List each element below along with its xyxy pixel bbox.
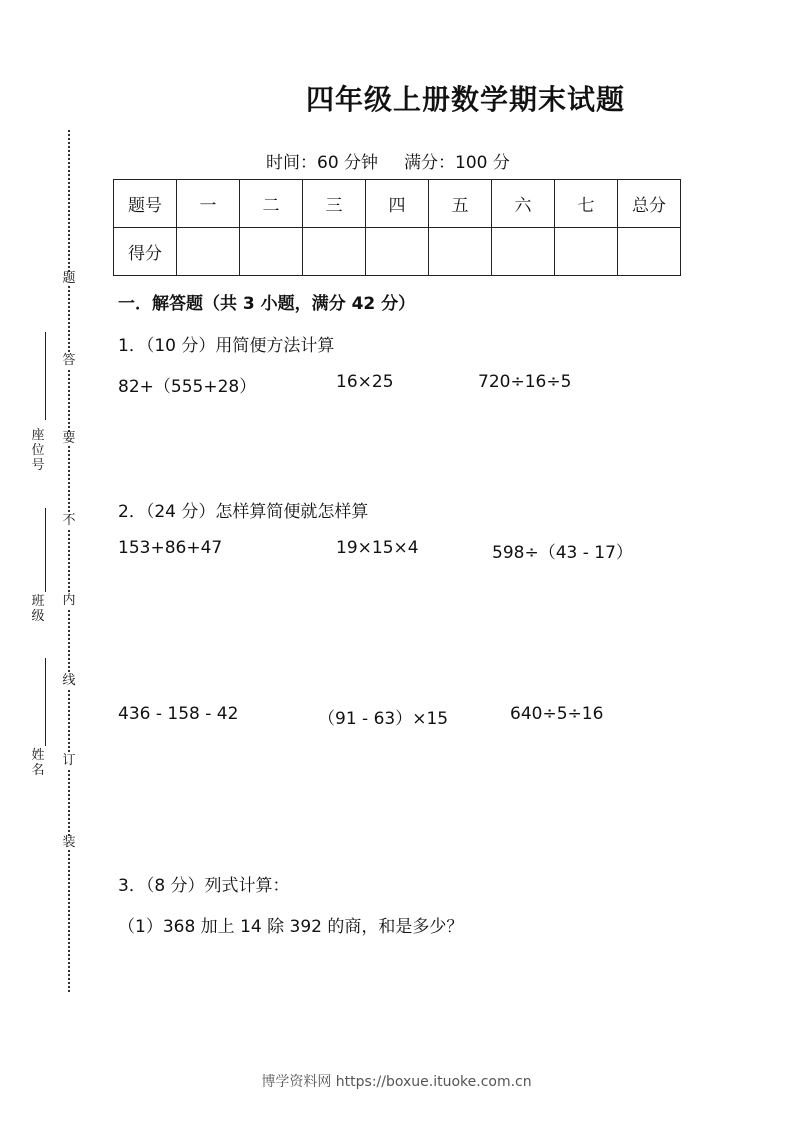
- table-cell: 题号: [114, 180, 177, 228]
- question-3-sub1: （1）368 加上 14 除 392 的商，和是多少？: [118, 917, 464, 937]
- score-table: [113, 179, 681, 276]
- class-blank-line: [45, 508, 46, 592]
- binding-char: 要: [62, 431, 76, 446]
- question-item: 640÷5÷16: [510, 704, 604, 724]
- section-heading: 一．解答题（共 3 小题，满分 42 分）: [118, 294, 416, 314]
- binding-char: 答: [62, 353, 76, 368]
- score-cell[interactable]: [303, 228, 366, 276]
- binding-char: 线: [62, 673, 76, 688]
- table-cell: 总分: [618, 180, 681, 228]
- exam-time: 时间：60 分钟: [266, 153, 379, 173]
- binding-char: 不: [62, 513, 76, 528]
- binding-char: 订: [62, 753, 76, 768]
- footer-watermark: 博学资料网 https://boxue.ituoke.com.cn: [261, 1074, 532, 1090]
- score-cell[interactable]: [555, 228, 618, 276]
- score-cell[interactable]: [429, 228, 492, 276]
- table-cell: 六: [492, 180, 555, 228]
- name-label: 姓名: [31, 748, 45, 778]
- score-cell[interactable]: [618, 228, 681, 276]
- question-item: （91 - 63）×15: [318, 709, 449, 729]
- score-cell[interactable]: [492, 228, 555, 276]
- page-title: 四年级上册数学期末试题: [306, 83, 626, 116]
- name-blank-line: [45, 658, 46, 746]
- table-header-row: [114, 180, 681, 228]
- score-cell[interactable]: [240, 228, 303, 276]
- question-item: 598÷（43 - 17）: [492, 543, 633, 563]
- question-3-label: 3．（8 分）列式计算：: [118, 876, 290, 896]
- score-cell[interactable]: [366, 228, 429, 276]
- table-cell: 二: [240, 180, 303, 228]
- table-cell: 七: [555, 180, 618, 228]
- table-cell: 四: [366, 180, 429, 228]
- class-label: 班级: [31, 594, 45, 624]
- seat-blank-line: [45, 332, 46, 420]
- binding-char: 装: [62, 835, 76, 850]
- table-cell: 一: [177, 180, 240, 228]
- table-cell: 三: [303, 180, 366, 228]
- table-cell: 得分: [114, 228, 177, 276]
- score-cell[interactable]: [177, 228, 240, 276]
- binding-char: 内: [62, 593, 76, 608]
- question-item: 720÷16÷5: [478, 372, 572, 392]
- binding-dotted-line: [68, 130, 70, 992]
- question-item: 436 - 158 - 42: [118, 704, 239, 724]
- question-item: 153+86+47: [118, 538, 223, 558]
- exam-meta: [266, 148, 510, 173]
- question-item: 16×25: [336, 372, 394, 392]
- question-2-label: 2．（24 分）怎样算简便就怎样算: [118, 502, 369, 522]
- table-cell: 五: [429, 180, 492, 228]
- exam-full-score: 满分：100 分: [404, 153, 510, 173]
- question-item: 82+（555+28）: [118, 377, 257, 397]
- binding-char: 题: [62, 271, 76, 286]
- question-item: 19×15×4: [336, 538, 419, 558]
- table-row: [114, 228, 681, 276]
- seat-label: 座位号: [31, 428, 45, 473]
- question-1-label: 1．（10 分）用简便方法计算: [118, 336, 335, 356]
